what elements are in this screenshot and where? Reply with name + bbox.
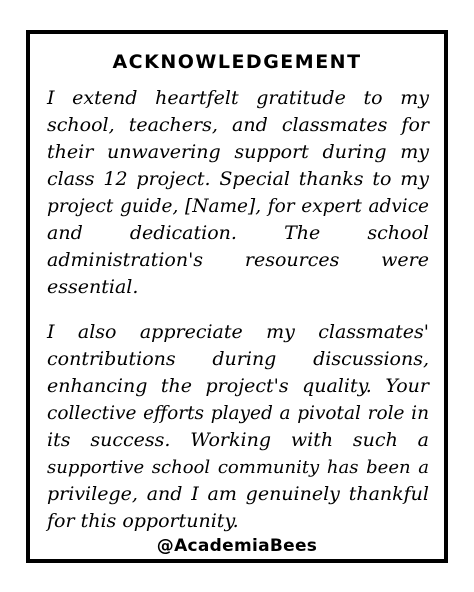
paragraph-2-line: its success. Working with such a — [47, 429, 429, 451]
paragraph-1-line: project guide, [Name], for expert advice — [47, 196, 429, 217]
paragraph-1-line: essential. — [47, 276, 139, 298]
document-title: ACKNOWLEDGEMENT — [112, 51, 362, 73]
paragraph-1-line: administration's resources were — [47, 249, 429, 271]
paragraph-1-line: school, teachers, and classmates for — [47, 114, 429, 136]
paragraph-2-line: supportive school community has been a — [47, 457, 429, 478]
paragraph-1-line: class 12 project. Special thanks to my — [47, 168, 429, 190]
paragraph-1-line: their unwavering support during my — [47, 141, 429, 163]
paragraph-2-line: collective efforts played a pivotal role in — [47, 403, 429, 424]
paragraph-2-line: I also appreciate my classmates' — [47, 321, 429, 343]
paragraph-1-line: I extend heartfelt gratitude to my — [47, 87, 429, 109]
paragraph-2-line: for this opportunity. — [47, 510, 239, 532]
paragraph-2-line: enhancing the project's quality. Your — [47, 375, 429, 397]
footer-handle: @AcademiaBees — [156, 536, 318, 556]
paragraph-2-line: contributions during discussions, — [47, 348, 429, 370]
paragraph-1-line: and dedication. The school — [47, 222, 429, 244]
paragraph-2-line: privilege, and I am genuinely thankful — [47, 483, 429, 505]
